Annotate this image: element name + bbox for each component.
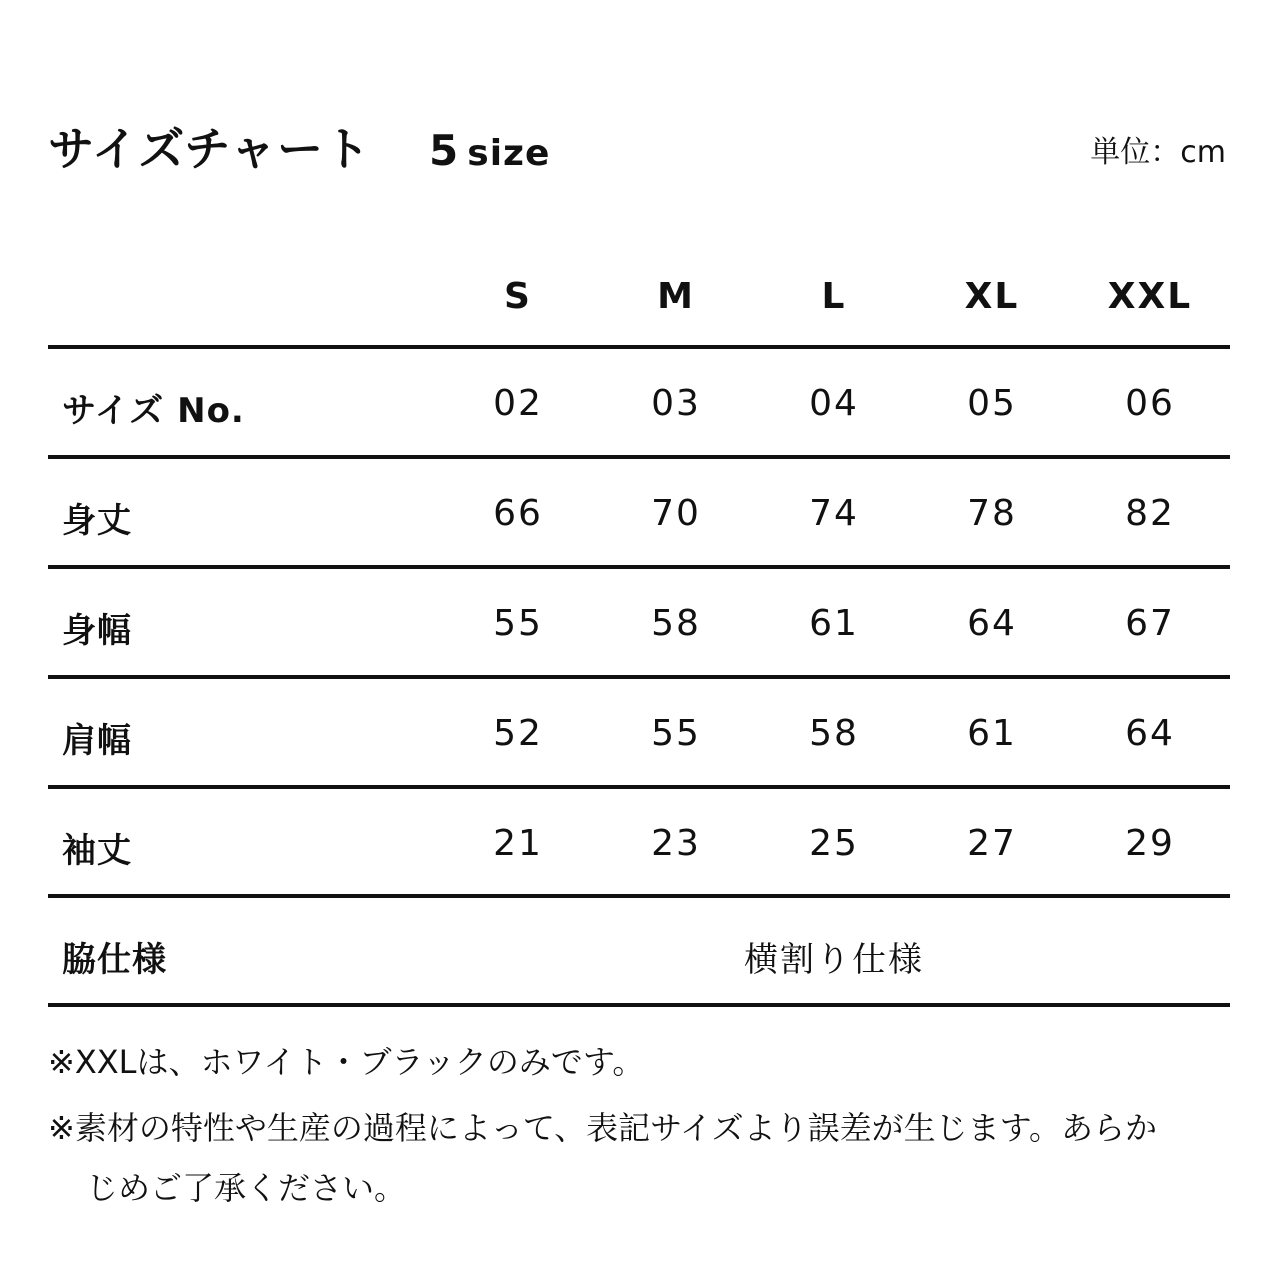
note-line: じめご了承ください。	[86, 1169, 407, 1207]
row-label: 袖丈	[62, 831, 132, 871]
unit-label: 単位：cm	[1090, 135, 1226, 170]
table-cell: 58	[651, 603, 701, 644]
table-cell: 82	[1125, 493, 1175, 534]
table-cell: 66	[493, 493, 543, 534]
row-label: 身丈	[62, 501, 132, 541]
table-cell: 78	[967, 493, 1017, 534]
row-label: 脇仕様	[62, 940, 167, 980]
size-count: 5	[429, 126, 460, 175]
table-cell: 23	[651, 823, 701, 864]
table-cell: 70	[651, 493, 701, 534]
row-label: 身幅	[62, 611, 132, 651]
table-cell: 55	[493, 603, 543, 644]
table-cell: 64	[1125, 713, 1175, 754]
table-row-body-length	[48, 459, 1230, 565]
table-cell: 61	[809, 603, 859, 644]
table-cell: 06	[1125, 383, 1175, 424]
table-divider	[48, 1003, 1230, 1007]
table-row-side-spec	[48, 898, 1230, 1004]
table-cell: 27	[967, 823, 1017, 864]
note-xxl-availability: ※XXLは、ホワイト・ブラックのみです。	[48, 1043, 645, 1081]
table-cell: 55	[651, 713, 701, 754]
table-cell: 74	[809, 493, 859, 534]
column-header-xxl: XXL	[1107, 276, 1193, 317]
table-cell: 05	[967, 383, 1017, 424]
row-label: サイズ No.	[62, 391, 245, 431]
column-header-xl: XL	[964, 276, 1020, 317]
column-header-l: L	[821, 276, 847, 317]
table-row-size-no	[48, 349, 1230, 455]
table-row-sleeve-length	[48, 789, 1230, 895]
note-size-tolerance	[48, 1098, 1157, 1218]
table-cell: 21	[493, 823, 543, 864]
table-cell: 61	[967, 713, 1017, 754]
table-row-body-width	[48, 569, 1230, 675]
note-line: ※素材の特性や生産の過程によって、表記サイズより誤差が生じます。あらか	[48, 1109, 1158, 1147]
table-cell: 03	[651, 383, 701, 424]
table-cell: 58	[809, 713, 859, 754]
page-title	[48, 122, 551, 176]
size-column-header	[48, 270, 1230, 322]
side-spec-value: 横割り仕様	[744, 940, 924, 980]
table-cell: 04	[809, 383, 859, 424]
row-label: 肩幅	[62, 721, 132, 761]
size-word: size	[467, 133, 551, 174]
table-row-shoulder-width	[48, 679, 1230, 785]
column-header-m: M	[657, 276, 695, 317]
table-cell: 67	[1125, 603, 1175, 644]
title-text: サイズチャート	[48, 122, 372, 176]
table-cell: 29	[1125, 823, 1175, 864]
table-cell: 64	[967, 603, 1017, 644]
table-cell: 25	[809, 823, 859, 864]
table-cell: 52	[493, 713, 543, 754]
column-header-s: S	[504, 276, 532, 317]
table-cell: 02	[493, 383, 543, 424]
